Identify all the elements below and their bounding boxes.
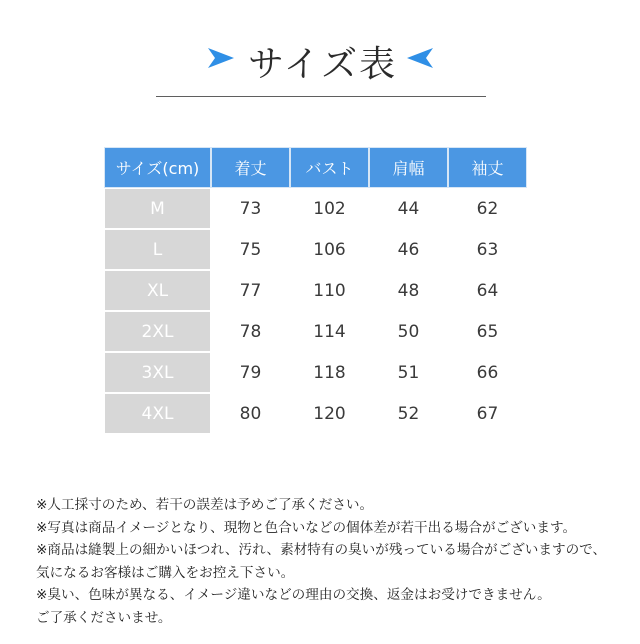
header-bust: バスト [291,148,368,187]
notes-block [36,494,636,630]
table-cell: 102 [291,189,368,228]
page-title: サイズ表 [248,44,398,85]
note-line: ご了承くださいませ。 [36,609,172,626]
note-line: 気になるお客様はご購入をお控え下さい。 [36,564,295,581]
header-size: サイズ(cm) [105,148,210,187]
note-line: ※商品は縫製上の細かいほつれ、汚れ、素材特有の臭いが残っている場合がございますので、 [36,542,607,559]
table-cell: 64 [449,271,526,310]
size-label: 3XL [105,353,210,392]
size-label: XL [105,271,210,310]
table-row [105,312,526,351]
table-cell: 106 [291,230,368,269]
table-row [105,394,526,433]
header-sleeve: 袖丈 [449,148,526,187]
table-cell: 118 [291,353,368,392]
table-cell: 66 [449,353,526,392]
table-cell: 114 [291,312,368,351]
table-cell: 73 [212,189,289,228]
table-cell: 110 [291,271,368,310]
size-table [103,146,528,435]
table-cell: 62 [449,189,526,228]
chevron-right-icon [204,46,236,70]
header-shoulder: 肩幅 [370,148,447,187]
chevron-left-icon [405,46,437,70]
table-cell: 50 [370,312,447,351]
table-cell: 77 [212,271,289,310]
title-divider [156,96,486,97]
table-row [105,230,526,269]
table-cell: 80 [212,394,289,433]
table-cell: 44 [370,189,447,228]
table-cell: 48 [370,271,447,310]
table-row [105,271,526,310]
note-line: ※人工採寸のため、若干の誤差は予めご了承ください。 [36,497,374,513]
size-label: 2XL [105,312,210,351]
table-cell: 52 [370,394,447,433]
page-header [0,30,640,88]
size-label: M [105,189,210,228]
table-cell: 51 [370,353,447,392]
note-line: ※臭い、色味が異なる、イメージ違いなどの理由の交換、返金はお受けできません。 [36,587,551,604]
table-cell: 79 [212,353,289,392]
table-row [105,353,526,392]
size-label: 4XL [105,394,210,433]
table-header-row [105,148,526,187]
table-cell: 63 [449,230,526,269]
header-length: 着丈 [212,148,289,187]
table-cell: 46 [370,230,447,269]
table-cell: 65 [449,312,526,351]
size-label: L [105,230,210,269]
table-cell: 67 [449,394,526,433]
note-line: ※写真は商品イメージとなり、現物と色合いなどの個体差が若干出る場合がございます。 [36,519,577,536]
table-row [105,189,526,228]
table-cell: 75 [212,230,289,269]
table-cell: 78 [212,312,289,351]
table-cell: 120 [291,394,368,433]
